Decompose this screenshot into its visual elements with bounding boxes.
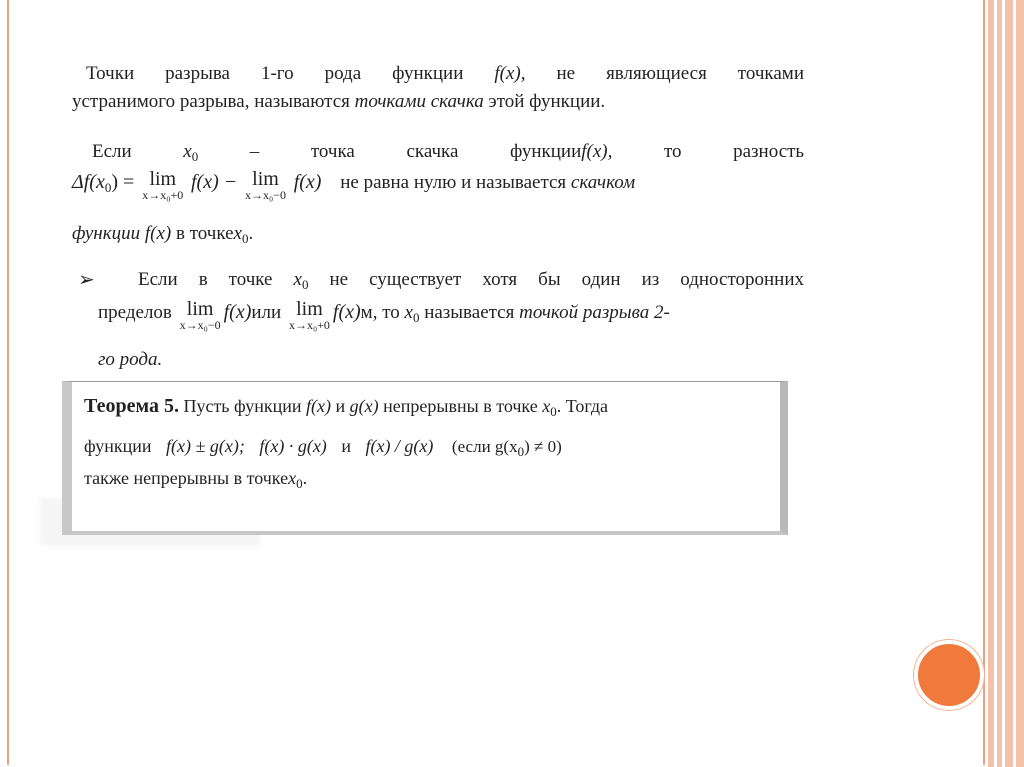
- p2-dot: .: [248, 223, 254, 244]
- p1-line2: [72, 90, 804, 114]
- theorem-and2: и: [341, 436, 351, 456]
- p3-or: или: [251, 302, 282, 323]
- theorem-box: [62, 381, 788, 535]
- theorem-line3: [84, 466, 784, 496]
- p2-word-diff: разность: [733, 141, 805, 162]
- theorem-product: f(x) · g(x): [259, 436, 327, 456]
- p2-line2: [72, 170, 804, 210]
- decorative-circle: [914, 640, 984, 710]
- p3-x0: $x_0$: [293, 269, 309, 292]
- p2-in-point: в точке: [175, 223, 234, 244]
- p2-x0: $x_0$: [183, 141, 199, 164]
- p3-text-a: Если в точке: [138, 269, 273, 290]
- p1-text-b: не являющиеся точками: [556, 63, 804, 84]
- theorem-title: Теорема 5.: [84, 395, 179, 417]
- p3-lim-left: lim x→x₀−0: [179, 298, 221, 332]
- theorem-also: также непрерывны в точке: [84, 468, 289, 488]
- theorem-x0b: $x_0$: [288, 468, 303, 491]
- p3-fx1: f(x): [223, 301, 252, 323]
- p3-line3: [98, 348, 804, 372]
- theorem-condition: (если $g(x_0) \ne 0$): [451, 437, 562, 459]
- p2-lim-right: lim x→x₀+0: [142, 168, 184, 202]
- p3-x0b: $x_0$: [404, 302, 420, 325]
- p2-fx1: f(x) −: [191, 171, 238, 193]
- theorem-dot: .: [302, 468, 308, 488]
- p3-line1: [138, 268, 804, 297]
- theorem-line1: [84, 394, 784, 424]
- p3-fx2: f(x): [332, 301, 361, 323]
- p3-called: называется: [424, 302, 515, 323]
- p2-dash: –: [249, 141, 260, 162]
- p3-limits-word: пределов: [98, 302, 172, 323]
- theorem-line2: [84, 434, 784, 464]
- p2-italic-func: функции: [72, 223, 141, 244]
- p2-fx2: f(x): [293, 171, 322, 193]
- p1-text-d: этой функции.: [488, 91, 606, 112]
- p3-lim-right: lim x→x₀+0: [288, 298, 330, 332]
- p1-fx: f(x),: [494, 63, 526, 84]
- theorem-text-b: непрерывны в точке: [383, 396, 538, 416]
- theorem-gx: g(x): [349, 396, 379, 416]
- theorem-quotient: f(x) / g(x): [365, 436, 434, 456]
- p3-italic-b: го рода.: [98, 349, 163, 370]
- p3-italic-a: точкой разрыва 2-: [519, 302, 670, 323]
- theorem-and: и: [335, 396, 346, 416]
- p2-lim-left: lim x→x₀−0: [245, 168, 286, 202]
- theorem-functions: функции: [84, 436, 152, 456]
- p2-word-point: точка: [310, 141, 355, 162]
- p2-x0b: $x_0$: [233, 223, 249, 246]
- p1-italic: точками скачка: [354, 91, 484, 112]
- decorative-stripes: [986, 0, 1024, 767]
- p3-then: м, то: [360, 302, 400, 323]
- p1-text-a: Точки разрыва 1-го рода функции: [86, 63, 464, 84]
- p3-text-b: не существует хотя бы один из односторонних: [329, 269, 805, 290]
- theorem-fx: f(x): [306, 396, 331, 416]
- p2-line3: [72, 222, 804, 251]
- p2-fx3: f(x): [144, 223, 172, 244]
- p2-line1: [92, 140, 804, 169]
- p1-text-c: устранимого разрыва, называются: [72, 91, 350, 112]
- p2-word-then: то: [663, 141, 682, 162]
- theorem-then: . Тогда: [556, 396, 608, 416]
- theorem-sum: f(x) ± g(x);: [166, 436, 245, 456]
- bullet-arrow-icon: ➢: [78, 269, 95, 291]
- p2-italic-jump: скачком: [570, 172, 636, 193]
- theorem-text-a: Пусть функции: [183, 396, 302, 416]
- p3-line2: [98, 300, 804, 340]
- p2-not-equal-text: не равна нулю и называется: [340, 172, 567, 193]
- p2-word-if: Если: [92, 141, 132, 162]
- p2-delta-formula: $\Delta f(x_0)$ =: [72, 171, 135, 195]
- p2-func: функцииf(x),: [510, 141, 613, 162]
- p2-word-jump: скачка: [406, 141, 459, 162]
- theorem-x0: $x_0$: [542, 396, 557, 419]
- p1-line1: [86, 62, 804, 86]
